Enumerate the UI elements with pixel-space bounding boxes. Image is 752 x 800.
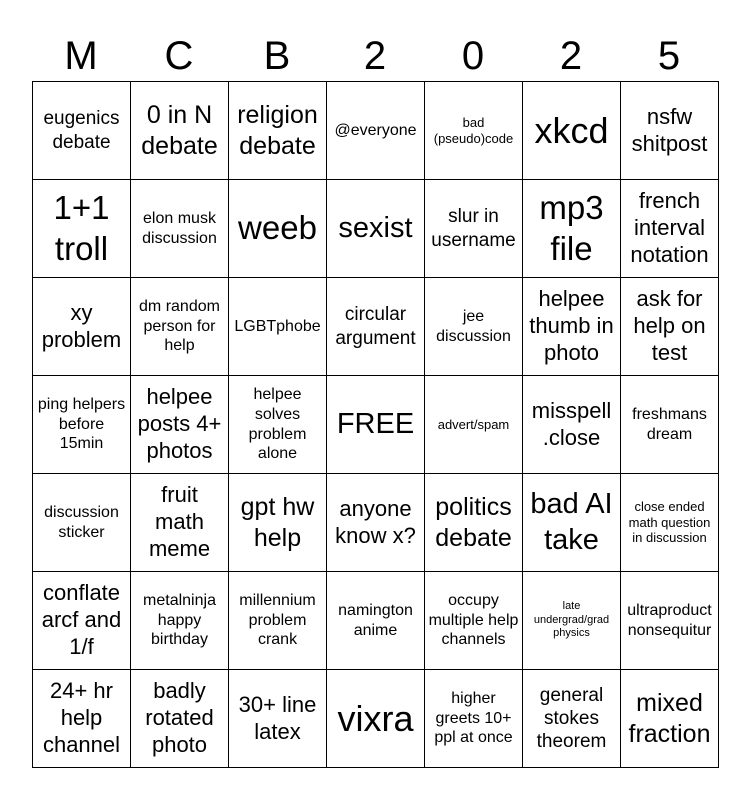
header-letter: 0 bbox=[461, 34, 485, 78]
cell-text: millennium problem crank bbox=[239, 592, 316, 649]
header-letter: 2 bbox=[559, 34, 583, 78]
cell-text: slur in username bbox=[431, 206, 516, 251]
bingo-cell[interactable] bbox=[33, 376, 131, 474]
cell-text: ultraproduct nonsequitur bbox=[627, 601, 712, 639]
bingo-cell[interactable] bbox=[229, 572, 327, 670]
cell-text: 0 in N debate bbox=[141, 101, 218, 160]
cell-text: french interval notation bbox=[630, 188, 709, 267]
bingo-cell[interactable] bbox=[229, 670, 327, 768]
bingo-cell[interactable] bbox=[425, 278, 523, 376]
bingo-cell[interactable] bbox=[229, 82, 327, 180]
cell-text: occupy multiple help channels bbox=[428, 592, 519, 649]
cell-text: helpee posts 4+ photos bbox=[137, 384, 222, 463]
bingo-cell[interactable] bbox=[229, 278, 327, 376]
bingo-cell[interactable] bbox=[523, 180, 621, 278]
bingo-cell[interactable] bbox=[131, 180, 229, 278]
bingo-cell[interactable] bbox=[131, 376, 229, 474]
cell-text: elon musk discussion bbox=[142, 209, 217, 247]
bingo-cell[interactable] bbox=[425, 180, 523, 278]
bingo-cell[interactable] bbox=[621, 572, 719, 670]
cell-text: ping helpers before 15min bbox=[37, 396, 126, 453]
bingo-cell[interactable] bbox=[621, 180, 719, 278]
cell-text: ask for help on test bbox=[633, 286, 706, 365]
cell-text: mixed fraction bbox=[628, 689, 711, 748]
cell-text: bad AI take bbox=[530, 488, 613, 556]
cell-text: freshmans dream bbox=[632, 405, 707, 443]
cell-text: sexist bbox=[338, 211, 413, 244]
cell-text: helpee solves problem alone bbox=[248, 386, 307, 463]
cell-text: anyone know x? bbox=[335, 495, 416, 548]
header-letter: C bbox=[164, 34, 194, 78]
bingo-cell[interactable] bbox=[33, 670, 131, 768]
bingo-grid bbox=[32, 81, 719, 768]
cell-text: late undergrad/grad physics bbox=[533, 600, 610, 640]
cell-text: FREE bbox=[336, 407, 415, 440]
bingo-cell[interactable] bbox=[131, 278, 229, 376]
cell-text: xy problem bbox=[41, 299, 122, 352]
bingo-cell[interactable] bbox=[523, 670, 621, 768]
bingo-cell[interactable] bbox=[523, 572, 621, 670]
bingo-header bbox=[32, 30, 718, 82]
bingo-cell[interactable] bbox=[523, 278, 621, 376]
cell-text: vixra bbox=[337, 697, 414, 739]
bingo-cell[interactable] bbox=[33, 82, 131, 180]
cell-text: LGBTphobe bbox=[234, 317, 321, 335]
header-letter: 2 bbox=[363, 34, 387, 78]
bingo-cell[interactable] bbox=[327, 572, 425, 670]
bingo-cell[interactable] bbox=[229, 180, 327, 278]
cell-text: general stokes theorem bbox=[536, 684, 607, 753]
cell-text: xkcd bbox=[534, 109, 609, 151]
bingo-cell[interactable] bbox=[425, 376, 523, 474]
bingo-cell[interactable] bbox=[33, 474, 131, 572]
cell-text: bad (pseudo)code bbox=[433, 114, 514, 146]
cell-text: misspell .close bbox=[531, 397, 612, 450]
bingo-cell[interactable] bbox=[327, 82, 425, 180]
bingo-cell[interactable] bbox=[131, 474, 229, 572]
bingo-cell[interactable] bbox=[327, 474, 425, 572]
cell-text: discussion sticker bbox=[44, 503, 119, 541]
bingo-cell[interactable] bbox=[131, 572, 229, 670]
bingo-cell[interactable] bbox=[33, 180, 131, 278]
cell-text: helpee thumb in photo bbox=[529, 286, 614, 365]
bingo-cell[interactable] bbox=[523, 82, 621, 180]
bingo-cell[interactable] bbox=[621, 82, 719, 180]
bingo-cell[interactable] bbox=[229, 474, 327, 572]
header-letter: B bbox=[263, 34, 291, 78]
cell-text: circular argument bbox=[335, 304, 416, 349]
bingo-cell[interactable] bbox=[425, 82, 523, 180]
cell-text: @everyone bbox=[334, 121, 417, 139]
bingo-cell[interactable] bbox=[327, 376, 425, 474]
bingo-cell[interactable] bbox=[523, 474, 621, 572]
bingo-cell[interactable] bbox=[425, 572, 523, 670]
cell-text: conflate arcf and 1/f bbox=[41, 580, 122, 659]
cell-text: dm random person for help bbox=[139, 298, 220, 355]
cell-text: politics debate bbox=[435, 493, 512, 552]
cell-text: badly rotated photo bbox=[145, 678, 214, 757]
bingo-cell[interactable] bbox=[33, 572, 131, 670]
cell-text: higher greets 10+ ppl at once bbox=[434, 690, 513, 747]
cell-text: close ended math question in discussion bbox=[628, 498, 711, 546]
bingo-cell[interactable] bbox=[131, 82, 229, 180]
cell-text: jee discussion bbox=[436, 307, 511, 345]
cell-text: 24+ hr help channel bbox=[42, 678, 121, 757]
cell-text: eugenics debate bbox=[43, 108, 120, 153]
cell-text: mp3 file bbox=[539, 189, 604, 267]
bingo-cell[interactable] bbox=[131, 670, 229, 768]
cell-text: gpt hw help bbox=[240, 493, 315, 552]
bingo-cell[interactable] bbox=[621, 278, 719, 376]
bingo-cell[interactable] bbox=[229, 376, 327, 474]
bingo-cell[interactable] bbox=[425, 670, 523, 768]
cell-text: nsfw shitpost bbox=[631, 103, 708, 156]
header-letter: 5 bbox=[657, 34, 681, 78]
bingo-cell[interactable] bbox=[33, 278, 131, 376]
bingo-cell[interactable] bbox=[621, 474, 719, 572]
bingo-cell[interactable] bbox=[327, 670, 425, 768]
cell-text: 1+1 troll bbox=[53, 189, 110, 267]
bingo-cell[interactable] bbox=[327, 180, 425, 278]
bingo-cell[interactable] bbox=[621, 376, 719, 474]
cell-text: weeb bbox=[238, 209, 317, 247]
bingo-cell[interactable] bbox=[327, 278, 425, 376]
header-letter: M bbox=[64, 34, 98, 78]
cell-text: namington anime bbox=[338, 601, 413, 639]
bingo-cell[interactable] bbox=[425, 474, 523, 572]
cell-text: religion debate bbox=[237, 101, 318, 160]
bingo-cell[interactable] bbox=[523, 376, 621, 474]
bingo-cell[interactable] bbox=[621, 670, 719, 768]
cell-text: metalninja happy birthday bbox=[143, 592, 216, 649]
cell-text: 30+ line latex bbox=[238, 691, 317, 744]
cell-text: fruit math meme bbox=[148, 482, 211, 561]
cell-text: advert/spam bbox=[437, 416, 510, 432]
